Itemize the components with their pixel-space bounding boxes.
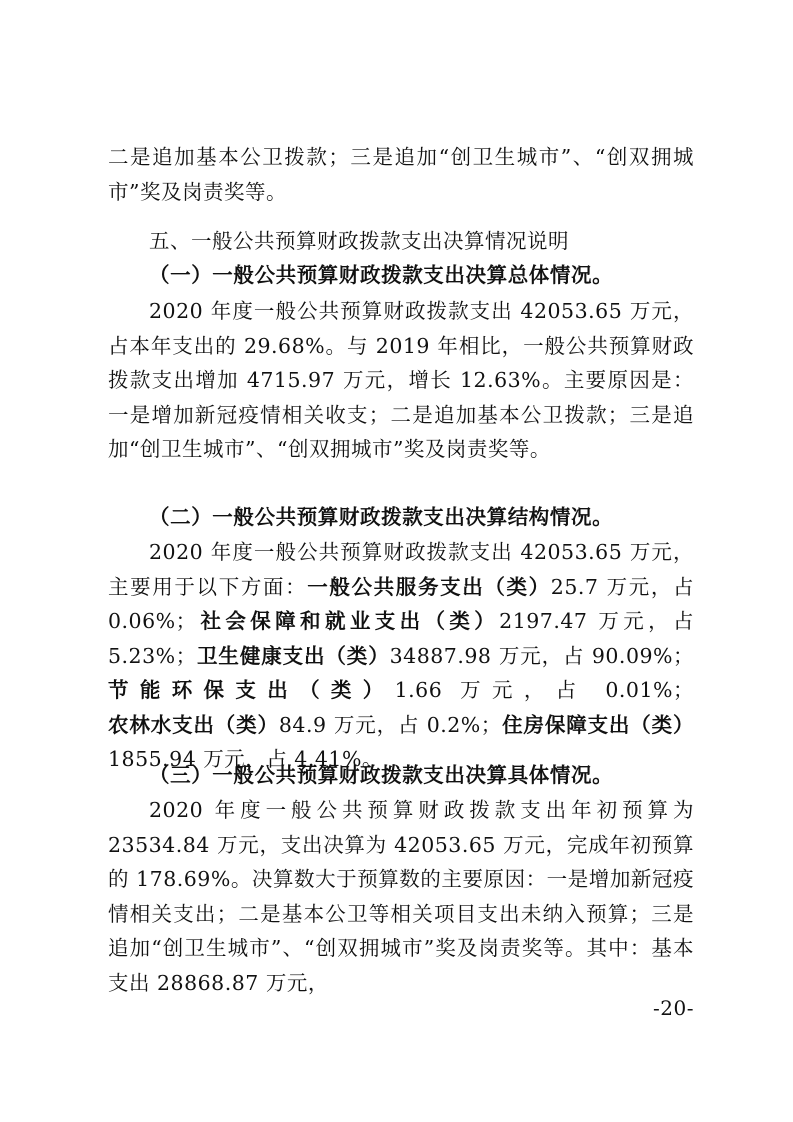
subheading-detail: （三）一般公共预算财政拨款支出决算具体情况。 [149,763,614,787]
category-label: 社会保障和就业支出（类） [196,609,500,633]
paragraph-continuation: 二是追加基本公卫拨款；三是追加“创卫生城市”、“创双拥城市”奖及岗责奖等。 [108,145,694,204]
category-value: 1855.94 万元，占 4.41%。 [108,747,383,771]
category-label: 节能环保支出（类） [108,678,395,702]
structure-intro: 2020 年度一般公共预算财政拨款支出 42053.65 万元，主要用于以下方面： [108,540,694,599]
category-label: 住房保障支出（类） [501,712,695,737]
category-value: 34887.98 万元，占 90.09%； [389,643,695,668]
category-value: 84.9 万元，占 0.2%； [278,712,502,737]
paragraph-overall: 2020 年度一般公共预算财政拨款支出 42053.65 万元，占本年支出的 29.68%。与 2019 年相比，一般公共预算财政拨款支出增加 4715.97 万元，增长 12.63%。主要原因是：一是增加新冠疫情相关收支；二是追加基本公卫拨款；三是追加“创卫生城市”、“创双拥城市”奖及岗责奖等。 [108,299,694,461]
category-label: 农林水支出（类） [108,712,279,737]
subheading-overall: （一）一般公共预算财政拨款支出决算总体情况。 [149,263,614,287]
category-value: 1.66 万元，占 0.01%； [394,678,695,702]
category-value: 2197.47 万元，占 5.23%； [108,609,694,668]
paragraph-structure [108,535,694,777]
section-heading-5: 五、一般公共预算财政拨款支出决算情况说明 [149,229,569,253]
category-value: 25.7 万元，占 0.06%； [108,574,694,633]
category-label: 卫生健康支出（类） [196,643,390,668]
category-label: 一般公共服务支出（类） [307,574,551,599]
page-number: -20- [653,996,694,1020]
paragraph-detail: 2020 年度一般公共预算财政拨款支出年初预算为 23534.84 万元，支出决算为 42053.65 万元，完成年初预算的 178.69%。决算数大于预算数的主要原因：一是增加新冠疫情相关支出；二是基本公卫等相关项目支出未纳入预算；三是追加“创卫生城市”、“创双拥城市”奖及岗责奖等。其中：基本支出 28868.87 万元， [108,798,694,995]
subheading-structure: （二）一般公共预算财政拨款支出决算结构情况。 [149,505,614,529]
